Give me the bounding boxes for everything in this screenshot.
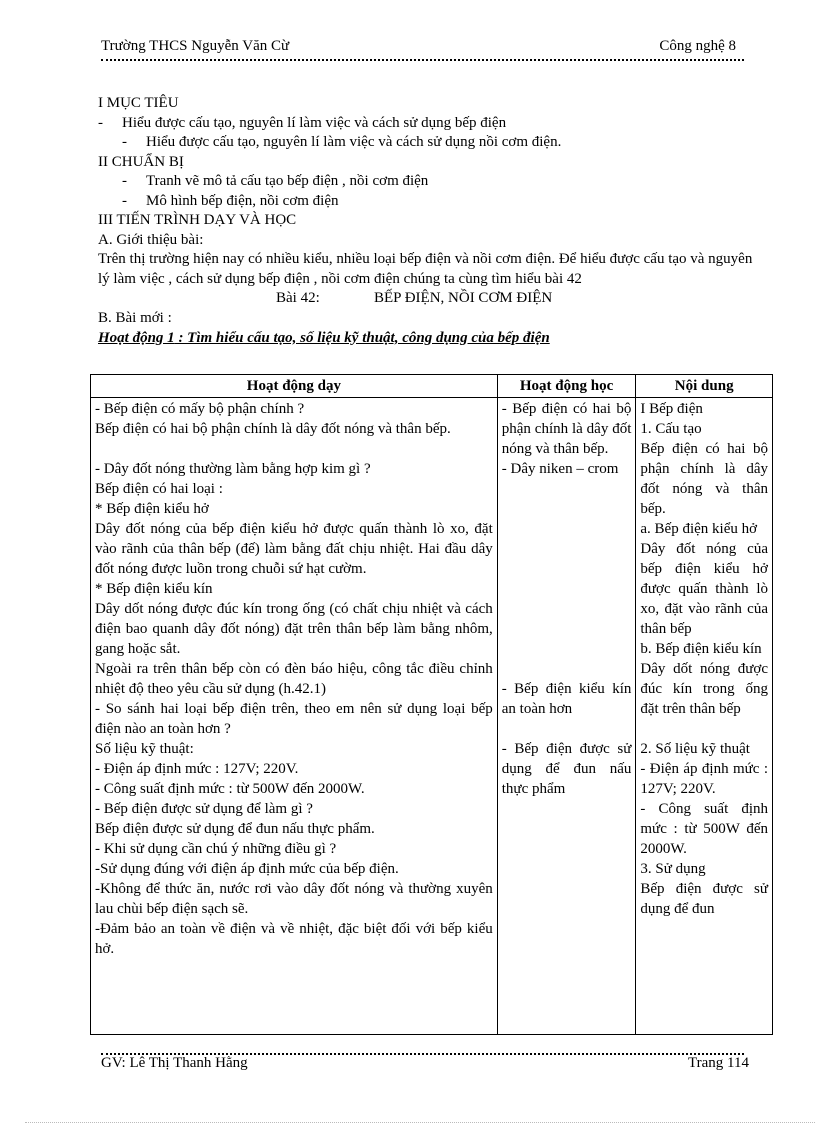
teacher-name: GV: Lê Thị Thanh Hằng: [101, 1055, 248, 1071]
cell-line: Bếp điện có hai bộ phận chính là dây đốt nóng và thân bếp.: [640, 441, 768, 517]
lesson-title: [98, 289, 763, 309]
cell-line: * Bếp điện kiểu hở: [95, 501, 209, 517]
section-1-item: - Hiểu được cấu tạo, nguyên lí làm việc và cách sử dụng bếp điện: [98, 114, 507, 131]
cell-line: I Bếp điện: [640, 401, 703, 417]
header-divider: [101, 59, 744, 61]
intro-paragraph: Trên thị trường hiện nay có nhiều kiểu, nhiều loại bếp điện và nồi cơm điện. Để hiểu được cấu tạo và nguyên lý làm việc , cách sử dụng bếp điện , nồi cơm điện chúng ta cùng tìm hiểu bài 42: [98, 251, 753, 287]
cell-line: Bếp điện có hai loại :: [95, 481, 223, 497]
document-body: [98, 94, 763, 348]
activity-heading: Hoạt động 1 : Tìm hiểu cấu tạo, số liệu kỹ thuật, công dụng của bếp điện: [98, 329, 550, 346]
header-learning: Hoạt động học: [497, 375, 636, 398]
cell-line: Bếp điện được sử dụng để đun: [640, 881, 768, 917]
lesson-name: BẾP ĐIỆN, NỒI CƠM ĐIỆN: [374, 290, 553, 306]
content-cell: [636, 398, 773, 1035]
cell-line: [640, 719, 768, 739]
cell-line: - Bếp điện có hai bộ phận chính là dây đốt nóng và thân bếp.: [501, 401, 632, 457]
cell-line: - Điện áp định mức : 127V; 220V.: [640, 761, 768, 797]
cell-line: 1. Cấu tạo: [640, 421, 702, 437]
cell-line: * Bếp điện kiểu kín: [95, 581, 213, 597]
table-row: [91, 398, 773, 1035]
section-1-item: - Hiểu được cấu tạo, nguyên lí làm việc và cách sử dụng nồi cơm điện.: [122, 134, 562, 150]
cell-line: 2. Số liệu kỹ thuật: [640, 741, 750, 757]
page-number: Trang 114: [688, 1055, 749, 1071]
section-3-title: III TIẾN TRÌNH DẠY VÀ HỌC: [98, 212, 297, 228]
cell-line: - Bếp điện được sử dụng để đun nấu thực phẩm: [501, 741, 632, 797]
cell-line: Dây đốt nóng của bếp điện kiểu hở được quấn thành lò xo, đặt vào rãnh của thân bếp: [640, 541, 768, 637]
section-2-title: II CHUẨN BỊ: [98, 153, 184, 170]
cell-spacer: [502, 719, 632, 739]
cell-line: Dây dốt nóng được đúc kín trong ống đặt trên thân bếp: [640, 661, 768, 717]
section-1-title: I MỤC TIÊU: [98, 95, 179, 111]
cell-line: - Bếp điện có mấy bộ phận chính ?: [95, 401, 305, 417]
cell-line: -Không để thức ăn, nước rơi vào dây đốt nóng và thường xuyên lau chùi bếp điện sạch sẽ.: [95, 881, 493, 917]
cell-line: Ngoài ra trên thân bếp còn có đèn báo hiệu, công tắc điều chỉnh nhiệt độ theo yêu cầu sử dụng (h.42.1): [95, 661, 493, 697]
cell-line: Dây đốt nóng của bếp điện kiểu hở được quấn thành lò xo, đặt vào rãnh của thân bếp (đế) làm bằng đất chịu nhiệt. Hai đầu dây đốt nóng được luồn trong chuỗi sứ hạt cườm.: [95, 521, 493, 577]
cell-spacer: [502, 479, 632, 679]
school-name: Trường THCS Nguyễn Văn Cừ: [101, 38, 290, 54]
cell-line: - Dây niken – crom: [501, 461, 619, 477]
section-2-item: - Mô hình bếp điện, nồi cơm điện: [122, 192, 339, 209]
lesson-number: Bài 42:: [276, 290, 320, 306]
cell-line: - Bếp điện được sử dụng để làm gì ?: [95, 801, 313, 817]
cell-line: Bếp điện được sử dụng để đun nấu thực phẩm.: [95, 821, 375, 837]
section-2-item: - Tranh vẽ mô tả cấu tạo bếp điện , nồi cơm điện: [122, 173, 429, 189]
part-a-title: A. Giới thiệu bài:: [98, 231, 204, 248]
header-teaching: Hoạt động dạy: [91, 375, 498, 398]
cell-line: - Công suất định mức : từ 500W đến 2000W.: [640, 801, 768, 857]
cell-line: Dây dốt nóng được đúc kín trong ống (có chất chịu nhiệt và cách điện bao quanh dây đốt nóng) đặt trên thân bếp làm bằng nhôm, gang hoặc sắt.: [95, 601, 493, 657]
cell-line: - So sánh hai loại bếp điện trên, theo em nên sử dụng loại bếp điện nào an toàn hơn ?: [95, 701, 493, 737]
cell-line: Bếp điện có hai bộ phận chính là dây đốt nóng và thân bếp.: [95, 421, 451, 437]
table-header-row: [91, 375, 773, 398]
subject-name: Công nghệ 8: [659, 38, 736, 54]
learning-cell: [497, 398, 636, 1035]
cell-line: - Công suất định mức : từ 500W đến 2000W.: [95, 781, 365, 797]
cell-line: - Dây đốt nóng thường làm bằng hợp kim gì ?: [95, 461, 371, 477]
part-b-title: B. Bài mới :: [98, 310, 172, 326]
teaching-cell: [91, 398, 498, 1035]
cell-line: - Điện áp định mức : 127V; 220V.: [95, 761, 299, 777]
cell-line: -Sử dụng đúng với điện áp định mức của bếp điện.: [95, 861, 399, 877]
cell-line: Số liệu kỹ thuật:: [95, 741, 194, 757]
cell-line: - Khi sử dụng cần chú ý những điều gì ?: [95, 841, 337, 857]
lesson-table: [90, 374, 773, 1035]
cell-line: - Bếp điện kiểu kín an toàn hơn: [501, 681, 632, 717]
cell-line: 3. Sử dụng: [640, 861, 706, 877]
cell-line: -Đảm bảo an toàn về điện và về nhiệt, đặc biệt đối với bếp kiểu hở.: [95, 921, 493, 957]
header-content: Nội dung: [636, 375, 773, 398]
cell-line: b. Bếp điện kiểu kín: [640, 641, 762, 657]
cell-line: a. Bếp điện kiểu hở: [640, 521, 758, 537]
cell-line: [95, 439, 493, 459]
